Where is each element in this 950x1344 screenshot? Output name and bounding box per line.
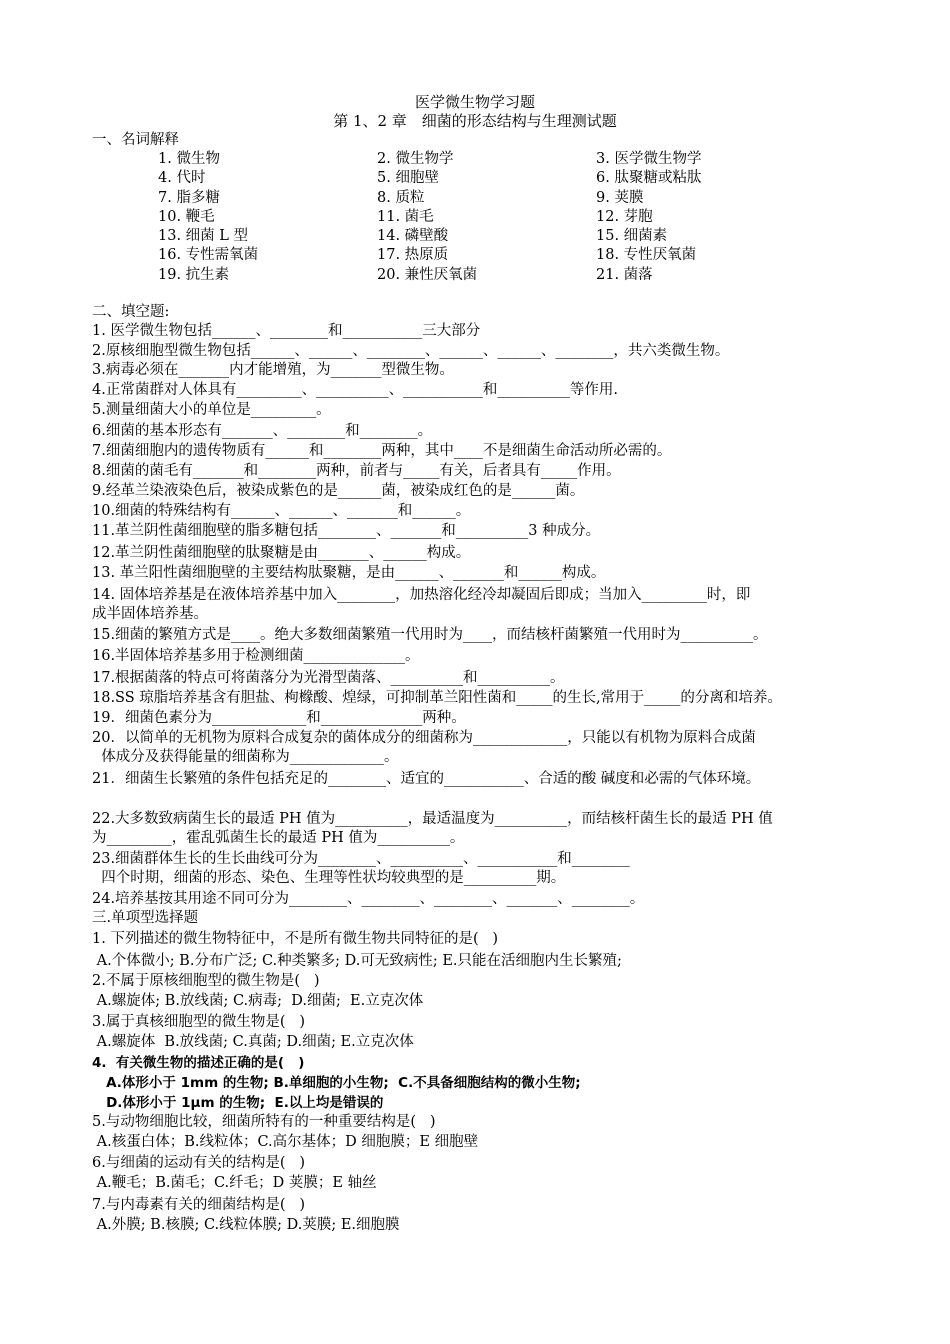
term-item: 4. 代时 [158,170,206,187]
term-item: 18. 专性厌氧菌 [596,247,697,264]
term-item: 11. 菌毛 [377,208,434,225]
fill-in-line: 10.细菌的特殊结构有______、______、_______和______。 [92,503,471,519]
fill-in-line: 16.半固体培养基多用于检测细菌______________。 [92,648,420,664]
choice-line: A.体形小于 1mm 的生物; B.单细胞的小生物; C.不具备细胞结构的微小生物; [92,1075,581,1091]
choice-line: 3.属于真核细胞型的微生物是( ) [92,1014,305,1030]
fill-in-line: 7.细菌细胞内的遗传物质有______和________两种，其中____不是细菌生命活动所必需的。 [92,443,672,459]
fill-in-line: 6.细菌的基本形态有_______、________和________。 [92,423,433,439]
choice-line: A.螺旋体; B.放线菌; C.病毒; D.细菌; E.立克次体 [92,993,424,1009]
choice-line: 7.与内毒素有关的细菌结构是( ) [92,1197,305,1213]
document-subtitle: 第 1、2 章 细菌的形态结构与生理测试题 [333,112,617,130]
fill-in-line: 2.原核细胞型微生物包括______、______、________、______、______、________，共六类微生物。 [92,343,730,359]
fill-in-line: 21．细菌生长繁殖的条件包括充足的________、适宜的___________、合适的酸 碱度和必需的气体环境。 [92,771,761,787]
fill-in-line: 15.细菌的繁殖方式是____。绝大多数细菌繁殖一代用时为____，而结核杆菌繁殖一代用时为__________。 [92,627,768,643]
term-row [158,246,838,265]
fill-in-line: 20．以简单的无机物为原料合成复杂的菌体成分的细菌称为_____________，只能以有机物为原料合成菌 [92,730,756,746]
choice-line: A.个体微小; B.分布广泛; C.种类繁多; D.可无致病性; E.只能在活细胞内生长繁殖; [92,953,622,969]
fill-in-line: 12.革兰阴性菌细胞壁的肽聚糖是由_______、______构成。 [92,545,471,561]
term-row [158,169,838,188]
term-item: 2. 微生物学 [377,151,454,167]
fill-in-line: 14. 固体培养基是在液体培养基中加入________，加热溶化经冷却凝固后即成；当加入_________时，即 [92,587,751,603]
term-item: 3. 医学微生物学 [596,151,702,167]
term-item: 6. 肽聚糖或粘肽 [596,170,702,187]
term-item: 10. 鞭毛 [158,208,215,225]
term-item: 7. 脂多糖 [158,189,220,206]
term-item: 5. 细胞壁 [377,170,439,187]
fill-in-line: 为_________，霍乱弧菌生长的最适 PH 值为__________。 [92,830,465,846]
choice-line: 2.不属于原核细胞型的微生物是( ) [92,973,320,989]
choice-line: 5.与动物细胞比较，细菌所特有的一种重要结构是( ) [92,1114,436,1130]
choice-line: 1. 下列描述的微生物特征中，不是所有微生物共同特征的是( ) [92,931,499,947]
choice-line: A.外膜; B.核膜; C.线粒体膜; D.荚膜; E.细胞膜 [92,1217,400,1233]
term-item: 17. 热原质 [377,247,449,264]
term-item: 12. 芽胞 [596,208,653,225]
fill-in-line: 四个时期，细菌的形态、染色、生理等性状均较典型的是__________期。 [92,870,566,886]
term-item: 16. 专性需氧菌 [158,247,259,264]
choice-line: 4. 有关微生物的描述正确的是( ) [92,1055,305,1071]
term-row [158,150,838,169]
fill-in-line: 成半固体培养基。 [92,606,208,622]
fill-in-line: 8.细菌的菌毛有_______和________两种，前者与_____有关，后者具有_____作用。 [92,463,621,479]
term-item: 8. 质粒 [377,189,425,206]
term-item: 13. 细菌 L 型 [158,228,249,245]
fill-in-line: 24.培养基按其用途不同可分为________、________、________、_______、________。 [92,891,645,907]
fill-in-line: 13. 革兰阳性菌细胞壁的主要结构肽聚糖，是由______、_______和______构成。 [92,565,606,581]
fill-in-line: 3.病毒必须在_______内才能增殖，为_______型微生物。 [92,362,454,378]
fill-in-line: 5.测量细菌大小的单位是_________。 [92,402,331,418]
fill-in-line: 11.革兰阴性菌细胞壁的脂多糖包括________、_______和__________3 种成分。 [92,523,601,539]
fill-in-line: 23.细菌群体生长的生长曲线可分为________、__________、___________和________ [92,851,630,867]
document-title: 医学微生物学习题 [414,93,535,111]
choice-line: A.鞭毛；B.菌毛；C.纤毛；D 荚膜；E 轴丝 [92,1175,377,1191]
fill-in-line: 1. 医学微生物包括______、________和___________三大部分 [92,323,481,339]
term-row [158,189,838,208]
fill-in-line: 19．细菌色素分为_____________和______________两种。 [92,710,466,726]
choice-line: A.核蛋白体；B.线粒体；C.高尔基体；D 细胞膜；E 细胞壁 [92,1134,479,1150]
choice-line: A.螺旋体 B.放线菌; C.真菌; D.细菌; E.立克次体 [92,1034,414,1050]
term-item: 21. 菌落 [596,266,653,283]
fill-in-line: 22.大多数致病菌生长的最适 PH 值为__________，最适温度为__________，而结核杆菌生长的最适 PH 值 [92,811,773,827]
term-item: 1. 微生物 [158,151,220,167]
fill-in-line: 9.经革兰染液染色后，被染成紫色的是______菌，被染成红色的是______菌。 [92,483,585,499]
term-row [158,208,838,227]
term-grid [158,150,838,285]
term-item: 20. 兼性厌氧菌 [377,266,478,283]
fill-in-line: 18.SS 琼脂培养基含有胆盐、枸橼酸、煌绿，可抑制革兰阳性菌和_____的生长,常用于_____的分离和培养。 [92,690,782,706]
term-row [158,227,838,246]
term-row [158,266,838,285]
section-3-heading: 三.单项型选择题 [92,910,199,926]
fill-in-line: 17.根据菌落的特点可将菌落分为光滑型菌落、__________和__________。 [92,670,565,686]
fill-in-line: 4.正常菌群对人体具有_________、__________、___________和__________等作用. [92,382,618,398]
section-1-heading: 一、名词解释 [92,132,179,148]
term-item: 19. 抗生素 [158,266,230,283]
choice-line: 6.与细菌的运动有关的结构是( ) [92,1155,305,1171]
term-item: 9. 荚膜 [596,189,644,206]
term-item: 15. 细菌素 [596,228,668,245]
term-item: 14. 磷壁酸 [377,228,449,245]
section-2-heading: 二、填空题: [92,304,170,320]
fill-in-line: 体成分及获得能量的细菌称为_____________。 [92,749,399,765]
choice-line: D.体形小于 1μm 的生物; E.以上均是错误的 [92,1095,384,1111]
